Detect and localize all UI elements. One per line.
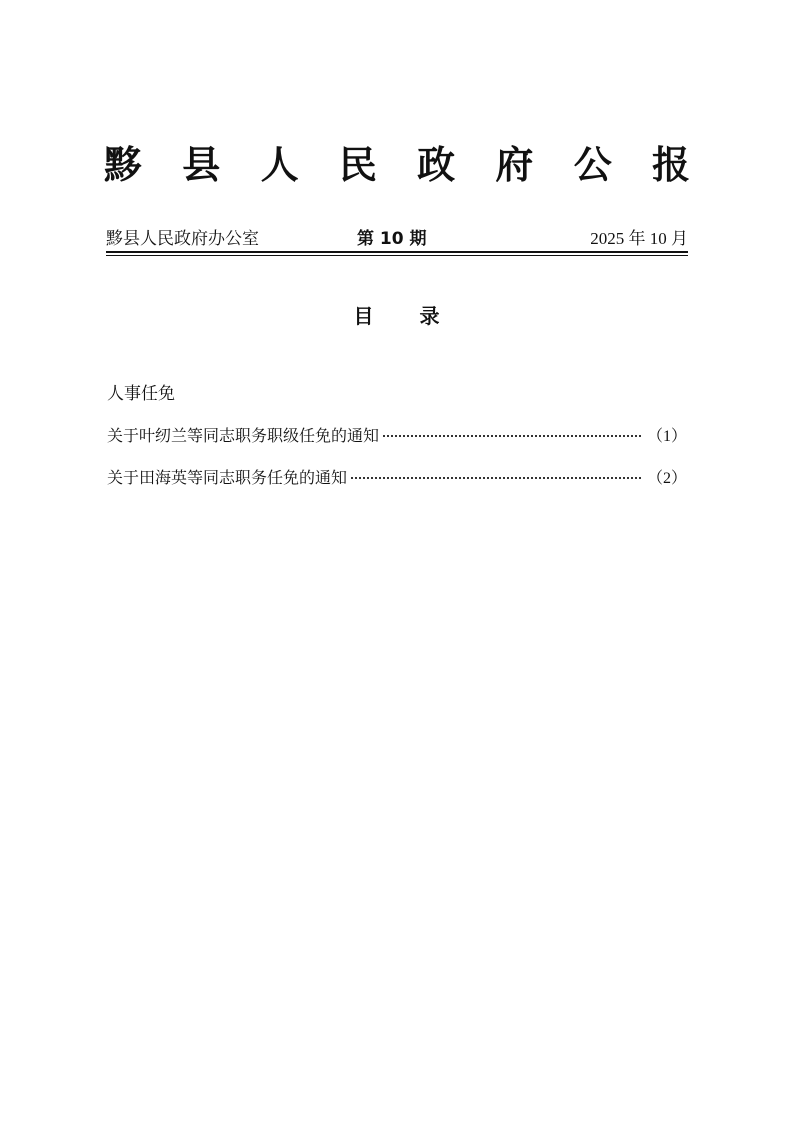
header-rule-thick: [106, 251, 688, 253]
header-rule-thin: [106, 255, 688, 256]
title-char: 政: [417, 142, 456, 187]
title-char: 黟: [104, 142, 143, 187]
toc-heading-char: 录: [419, 304, 440, 328]
issue-meta-row: [106, 226, 688, 252]
toc-entry-page[interactable]: （1）: [646, 428, 687, 445]
dot-leader: [351, 477, 641, 479]
toc-entry-title[interactable]: 关于田海英等同志职务任免的通知: [107, 468, 348, 487]
title-char: 人: [260, 142, 299, 187]
toc-entry-page[interactable]: （2）: [646, 470, 687, 487]
gazette-title: [104, 140, 690, 190]
dot-leader: [383, 435, 641, 437]
title-char: 县: [182, 142, 221, 187]
issue-date: 2025 年 10 月: [590, 229, 688, 248]
publisher: 黟县人民政府办公室: [106, 229, 259, 249]
issue-number: 第 10 期: [357, 229, 427, 249]
title-char: 公: [573, 142, 612, 187]
toc-heading: [0, 301, 793, 331]
toc-entry[interactable]: [107, 465, 687, 491]
toc-heading-char: 目: [353, 304, 374, 328]
title-char: 府: [495, 142, 534, 187]
toc-entry-title[interactable]: 关于叶纫兰等同志职务职级任免的通知: [107, 426, 380, 445]
toc-entry[interactable]: [107, 423, 687, 449]
toc-section-title: 人事任免: [107, 384, 175, 404]
title-char: 民: [338, 142, 377, 187]
title-char: 报: [651, 142, 690, 187]
